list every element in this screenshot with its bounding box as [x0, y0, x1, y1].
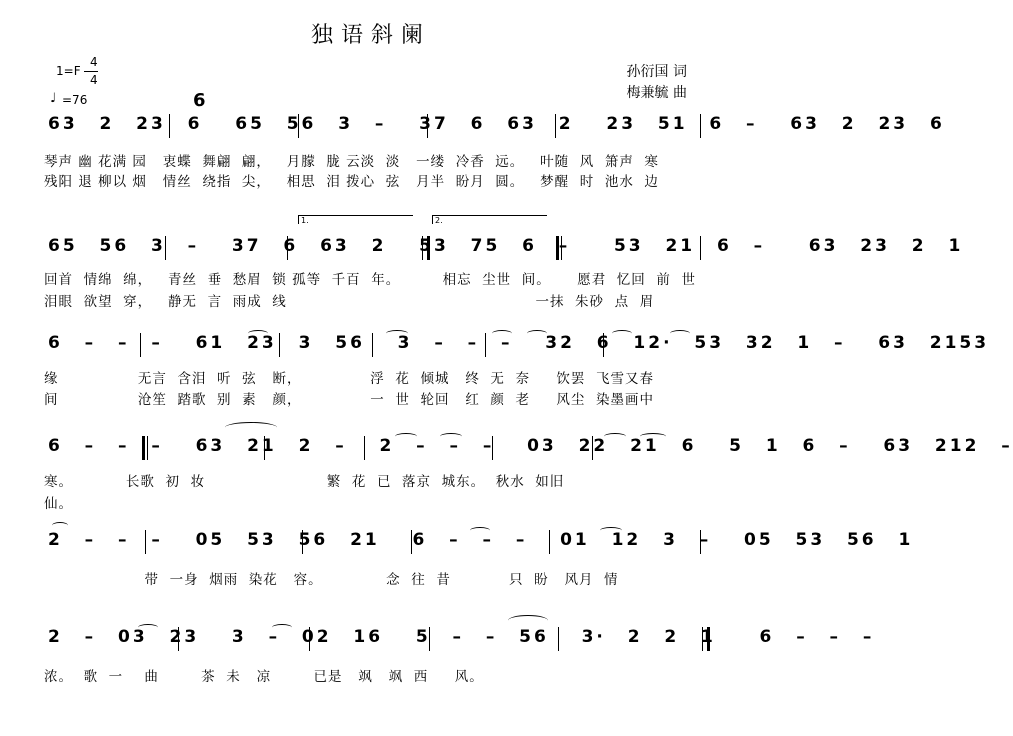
bar-line	[700, 236, 701, 260]
bar-line	[298, 114, 299, 138]
song-title: 独语斜阑	[310, 23, 431, 48]
octave-mark: 6	[193, 90, 206, 111]
bar-line	[429, 627, 430, 651]
quarter-note-icon: ♩	[50, 91, 57, 106]
bar-line	[558, 627, 559, 651]
lyrics-verse-1: 浓。 歌 一 曲 茶 未 凉 已是 飒 飒 西 风。	[44, 669, 484, 685]
bar-line	[309, 627, 310, 651]
tempo-marking: =76	[62, 93, 88, 107]
notation-line: 6 – – – 63 21 2 – 2 – – – 03 22 21 6 5 1 6 – 63 212 –	[48, 436, 1013, 456]
slur	[440, 433, 462, 440]
slur	[386, 330, 408, 337]
slur	[527, 330, 547, 337]
slur	[492, 330, 512, 337]
repeat-bar-line	[427, 236, 430, 260]
bar-line	[422, 236, 423, 260]
credits	[627, 62, 687, 104]
final-bar-line-thick	[707, 627, 710, 651]
bar-line	[264, 436, 265, 460]
lyricist-credit: 孙衍国 词	[626, 64, 687, 80]
score-row-5	[0, 530, 914, 615]
lyrics-verse-1: 缘 无言 含泪 听 弦 断， 浮 花 倾城 终 无 奈 饮罢 飞雪又春	[44, 371, 655, 387]
lyrics-verse-2: 仙。	[44, 496, 73, 512]
bar-line	[279, 333, 280, 357]
bar-line	[178, 627, 179, 651]
tie	[225, 422, 277, 433]
lyrics-verse-1: 琴声 幽 花满 园 衷蝶 舞翩 翩， 月朦 胧 云淡 淡 一缕 冷香 远。 叶随 风 箫声 寒	[44, 154, 659, 170]
bar-line	[700, 530, 701, 554]
slur	[670, 330, 690, 337]
bar-line	[287, 236, 288, 260]
slur	[52, 522, 68, 529]
bar-line	[561, 236, 562, 260]
bar-line	[700, 114, 701, 138]
lyrics-verse-2: 泪眼 欲望 穿， 静无 言 雨成 线 一抹 朱砂 点 眉	[44, 294, 655, 310]
notation-line: 2 – 03 23 3 – 02 16 5 – – 56 3· 2 2 1 6 – – –	[48, 627, 875, 647]
bar-line	[372, 333, 373, 357]
bar-line	[549, 530, 550, 554]
bar-line	[555, 114, 556, 138]
notation-line: 63 2 23 6 65 56 3 – 37 6 63 2 23 51 6 – 63 2 23 6	[48, 114, 945, 134]
score-row-3	[0, 333, 990, 418]
slur	[508, 615, 548, 626]
lyrics-verse-2: 残阳 退 柳以 烟 情丝 绕指 尖， 相思 泪 拨心 弦 月半 盼月 圆。 梦醒 时 池水 边	[44, 174, 659, 190]
notation-line: 65 56 3 – 37 6 63 2 53 75 6 – 53 21 6 – 63 23 2 1	[48, 236, 964, 256]
bar-line	[592, 436, 593, 460]
lyrics-verse-2: 间 沧笙 踏歌 别 素 颜， 一 世 轮回 红 颜 老 风尘 染墨画中	[44, 392, 655, 408]
bar-line	[140, 333, 141, 357]
slur	[470, 527, 490, 534]
first-ending-bracket: 1.	[298, 215, 413, 224]
score-row-1	[0, 114, 945, 199]
bar-line	[427, 114, 428, 138]
composer-credit: 梅兼毓 曲	[626, 85, 687, 101]
bar-line	[492, 436, 493, 460]
repeat-bar-line	[556, 236, 559, 260]
bar-line	[147, 436, 148, 460]
time-signature-divider	[84, 71, 98, 72]
slur	[640, 433, 666, 440]
lyrics-verse-1: 带 一身 烟雨 染花 容。 念 往 昔 只 盼 风月 情	[44, 572, 619, 588]
lyrics-verse-1: 回首 情绵 绵， 青丝 垂 愁眉 锁 孤等 千百 年。 相忘 尘世 间。 愿君 忆回 前 世	[44, 272, 696, 288]
bar-line	[169, 114, 170, 138]
repeat-bar-line	[142, 436, 145, 460]
final-bar-line	[702, 627, 703, 651]
bar-line	[485, 333, 486, 357]
key-signature: 1=F	[56, 64, 81, 78]
second-ending-bracket: 2.	[432, 215, 547, 224]
notation-line: 2 – – – 05 53 56 21 6 – – – 01 12 3 – 05 53 56 1	[48, 530, 914, 550]
lyrics-verse-1: 寒。 长歌 初 妆 繁 花 已 落京 城东。 秋水 如旧	[44, 474, 565, 490]
bar-line	[603, 333, 604, 357]
score-row-6	[0, 627, 875, 712]
notation-line: 6 – – – 61 23 3 56 3 – – – 32 6 12· 53 32 1 – 63 2153	[48, 333, 990, 353]
slur	[600, 527, 622, 534]
slur	[138, 624, 158, 631]
bar-line	[364, 436, 365, 460]
score-row-2	[0, 236, 964, 321]
slur	[272, 624, 292, 631]
score-row-4	[0, 436, 1013, 521]
slur	[248, 330, 268, 337]
slur	[395, 433, 417, 440]
bar-line	[302, 530, 303, 554]
time-signature-numerator: 4	[90, 55, 98, 69]
slur	[604, 433, 626, 440]
bar-line	[165, 236, 166, 260]
bar-line	[145, 530, 146, 554]
slur	[612, 330, 632, 337]
bar-line	[411, 530, 412, 554]
time-signature-denominator: 4	[90, 73, 98, 87]
